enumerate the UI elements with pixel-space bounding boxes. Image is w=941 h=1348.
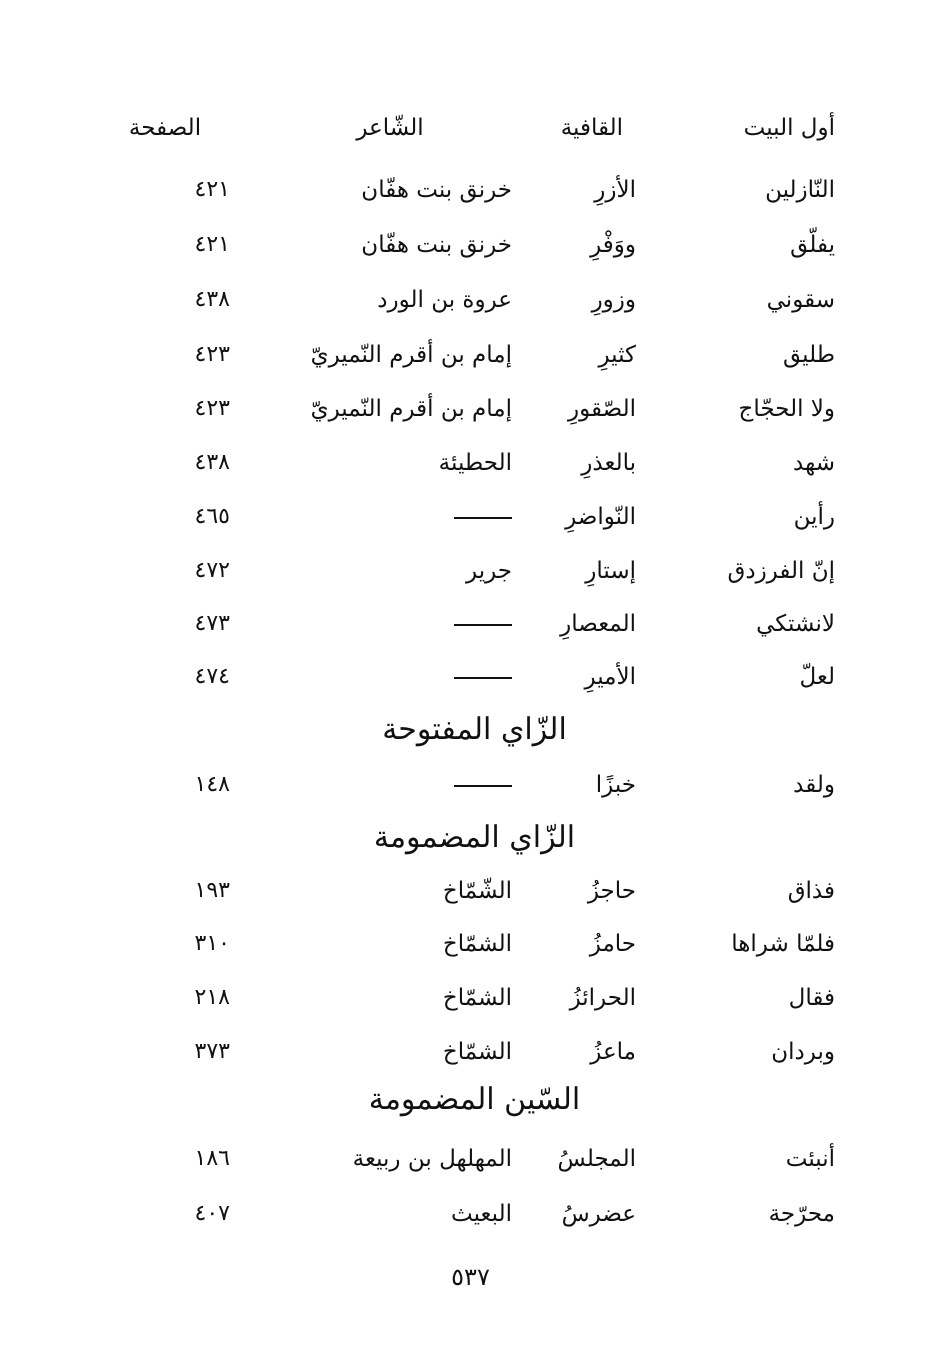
poet-cell: عروة بن الورد	[377, 287, 512, 313]
rhyme-cell: بالعذرِ	[581, 450, 636, 476]
rhyme-cell: الصّقورِ	[568, 396, 636, 422]
rhyme-cell: حامزُ	[589, 931, 636, 957]
first-word-cell: شهد	[793, 450, 835, 476]
poet-dash	[300, 770, 512, 800]
section-heading-text: الزّاي المضمومة	[373, 820, 576, 855]
rhyme-cell: إستارِ	[585, 558, 636, 584]
first-word-cell: إنّ الفرزدق	[727, 558, 835, 584]
rhyme-cell: المعصارِ	[560, 611, 636, 637]
rhyme-cell: المجلسُ	[557, 1146, 636, 1172]
rhyme-cell: حاجزُ	[587, 878, 636, 904]
page-cell: ٣١٠	[194, 931, 230, 956]
header-first-word: أول البيت	[743, 115, 835, 141]
rhyme-cell: النّواضرِ	[565, 504, 636, 530]
poet-cell: الشمّاخ	[442, 985, 512, 1011]
rhyme-cell: عضرسُ	[561, 1201, 636, 1227]
first-word-cell: ولقد	[793, 772, 835, 798]
first-word-cell: فلمّا شراها	[731, 931, 835, 957]
first-word-cell: فذاق	[787, 878, 835, 904]
page-cell: ٤٢٣	[194, 396, 230, 421]
first-word-cell: النّازلين	[765, 177, 835, 203]
rhyme-cell: الأزرِ	[594, 177, 636, 203]
poet-cell: المهلهل بن ربيعة	[352, 1146, 512, 1172]
poet-dash	[300, 502, 512, 532]
section-heading	[0, 818, 941, 858]
rhyme-cell: وزورِ	[591, 287, 636, 313]
page-cell: ١٩٣	[194, 878, 230, 903]
header-poet: الشّاعر	[356, 115, 424, 141]
page-cell: ٤٧٣	[194, 611, 230, 636]
page-cell: ٤٦٥	[194, 504, 230, 529]
first-word-cell: يفلّق	[790, 232, 835, 258]
page-cell: ٤٢١	[194, 232, 230, 257]
section-heading-text: السّين المضمومة	[368, 1082, 581, 1117]
first-word-cell: وبردان	[771, 1039, 835, 1065]
first-word-cell: ولا الحجّاج	[738, 396, 835, 422]
rhyme-cell: خبزًا	[595, 772, 636, 798]
poet-cell: إمام بن أقرم النّميريّ	[310, 396, 512, 422]
poet-cell: خرنق بنت هفّان	[361, 232, 512, 258]
first-word-cell: رأين	[793, 504, 835, 530]
page-cell: ١٨٦	[194, 1146, 230, 1171]
page-cell: ٤٧٢	[194, 558, 230, 583]
poet-dash	[300, 609, 512, 639]
poet-cell: الشّمّاخ	[442, 878, 512, 904]
poet-dash	[300, 662, 512, 692]
first-word-cell: سقوني	[766, 287, 835, 313]
header-rhyme: القافية	[560, 115, 623, 141]
poet-cell: جرير	[466, 558, 512, 584]
first-word-cell: فقال	[788, 985, 835, 1011]
header-page: الصفحة	[128, 115, 202, 141]
page-cell: ٢١٨	[194, 985, 230, 1010]
page-cell: ٤٣٨	[194, 450, 230, 475]
rhyme-cell: كثيرِ	[598, 342, 636, 368]
page-cell: ٤٢١	[194, 177, 230, 202]
poet-cell: الشمّاخ	[442, 1039, 512, 1065]
poet-cell: البعيث	[451, 1201, 512, 1227]
first-word-cell: طليق	[782, 342, 835, 368]
section-heading-text: الزّاي المفتوحة	[382, 712, 567, 747]
page-cell: ٤٧٤	[194, 664, 230, 689]
poet-cell: خرنق بنت هفّان	[361, 177, 512, 203]
page-number: ٥٣٧	[451, 1263, 490, 1291]
first-word-cell: لانشتكي	[756, 611, 835, 637]
dash-mark	[454, 785, 512, 787]
first-word-cell: لعلّ	[799, 664, 835, 690]
rhyme-cell: الأميرِ	[584, 664, 636, 690]
first-word-cell: أنبئت	[785, 1146, 835, 1172]
rhyme-cell: ماعزُ	[590, 1039, 636, 1065]
dash-mark	[454, 677, 512, 679]
poet-cell: الحطيئة	[438, 450, 512, 476]
poet-cell: إمام بن أقرم النّميريّ	[310, 342, 512, 368]
page-cell: ٤٠٧	[194, 1201, 230, 1226]
rhyme-cell: الحرائزُ	[569, 985, 636, 1011]
poet-cell: الشمّاخ	[442, 931, 512, 957]
page-cell: ٤٢٣	[194, 342, 230, 367]
rhyme-cell: ووَفْرِ	[590, 232, 636, 258]
section-heading	[0, 1080, 941, 1120]
dash-mark	[454, 517, 512, 519]
dash-mark	[454, 624, 512, 626]
page-cell: ٤٣٨	[194, 287, 230, 312]
first-word-cell: محرّجة	[768, 1201, 835, 1227]
page-cell: ٣٧٣	[194, 1039, 230, 1064]
page-cell: ١٤٨	[194, 772, 230, 797]
section-heading	[0, 710, 941, 750]
